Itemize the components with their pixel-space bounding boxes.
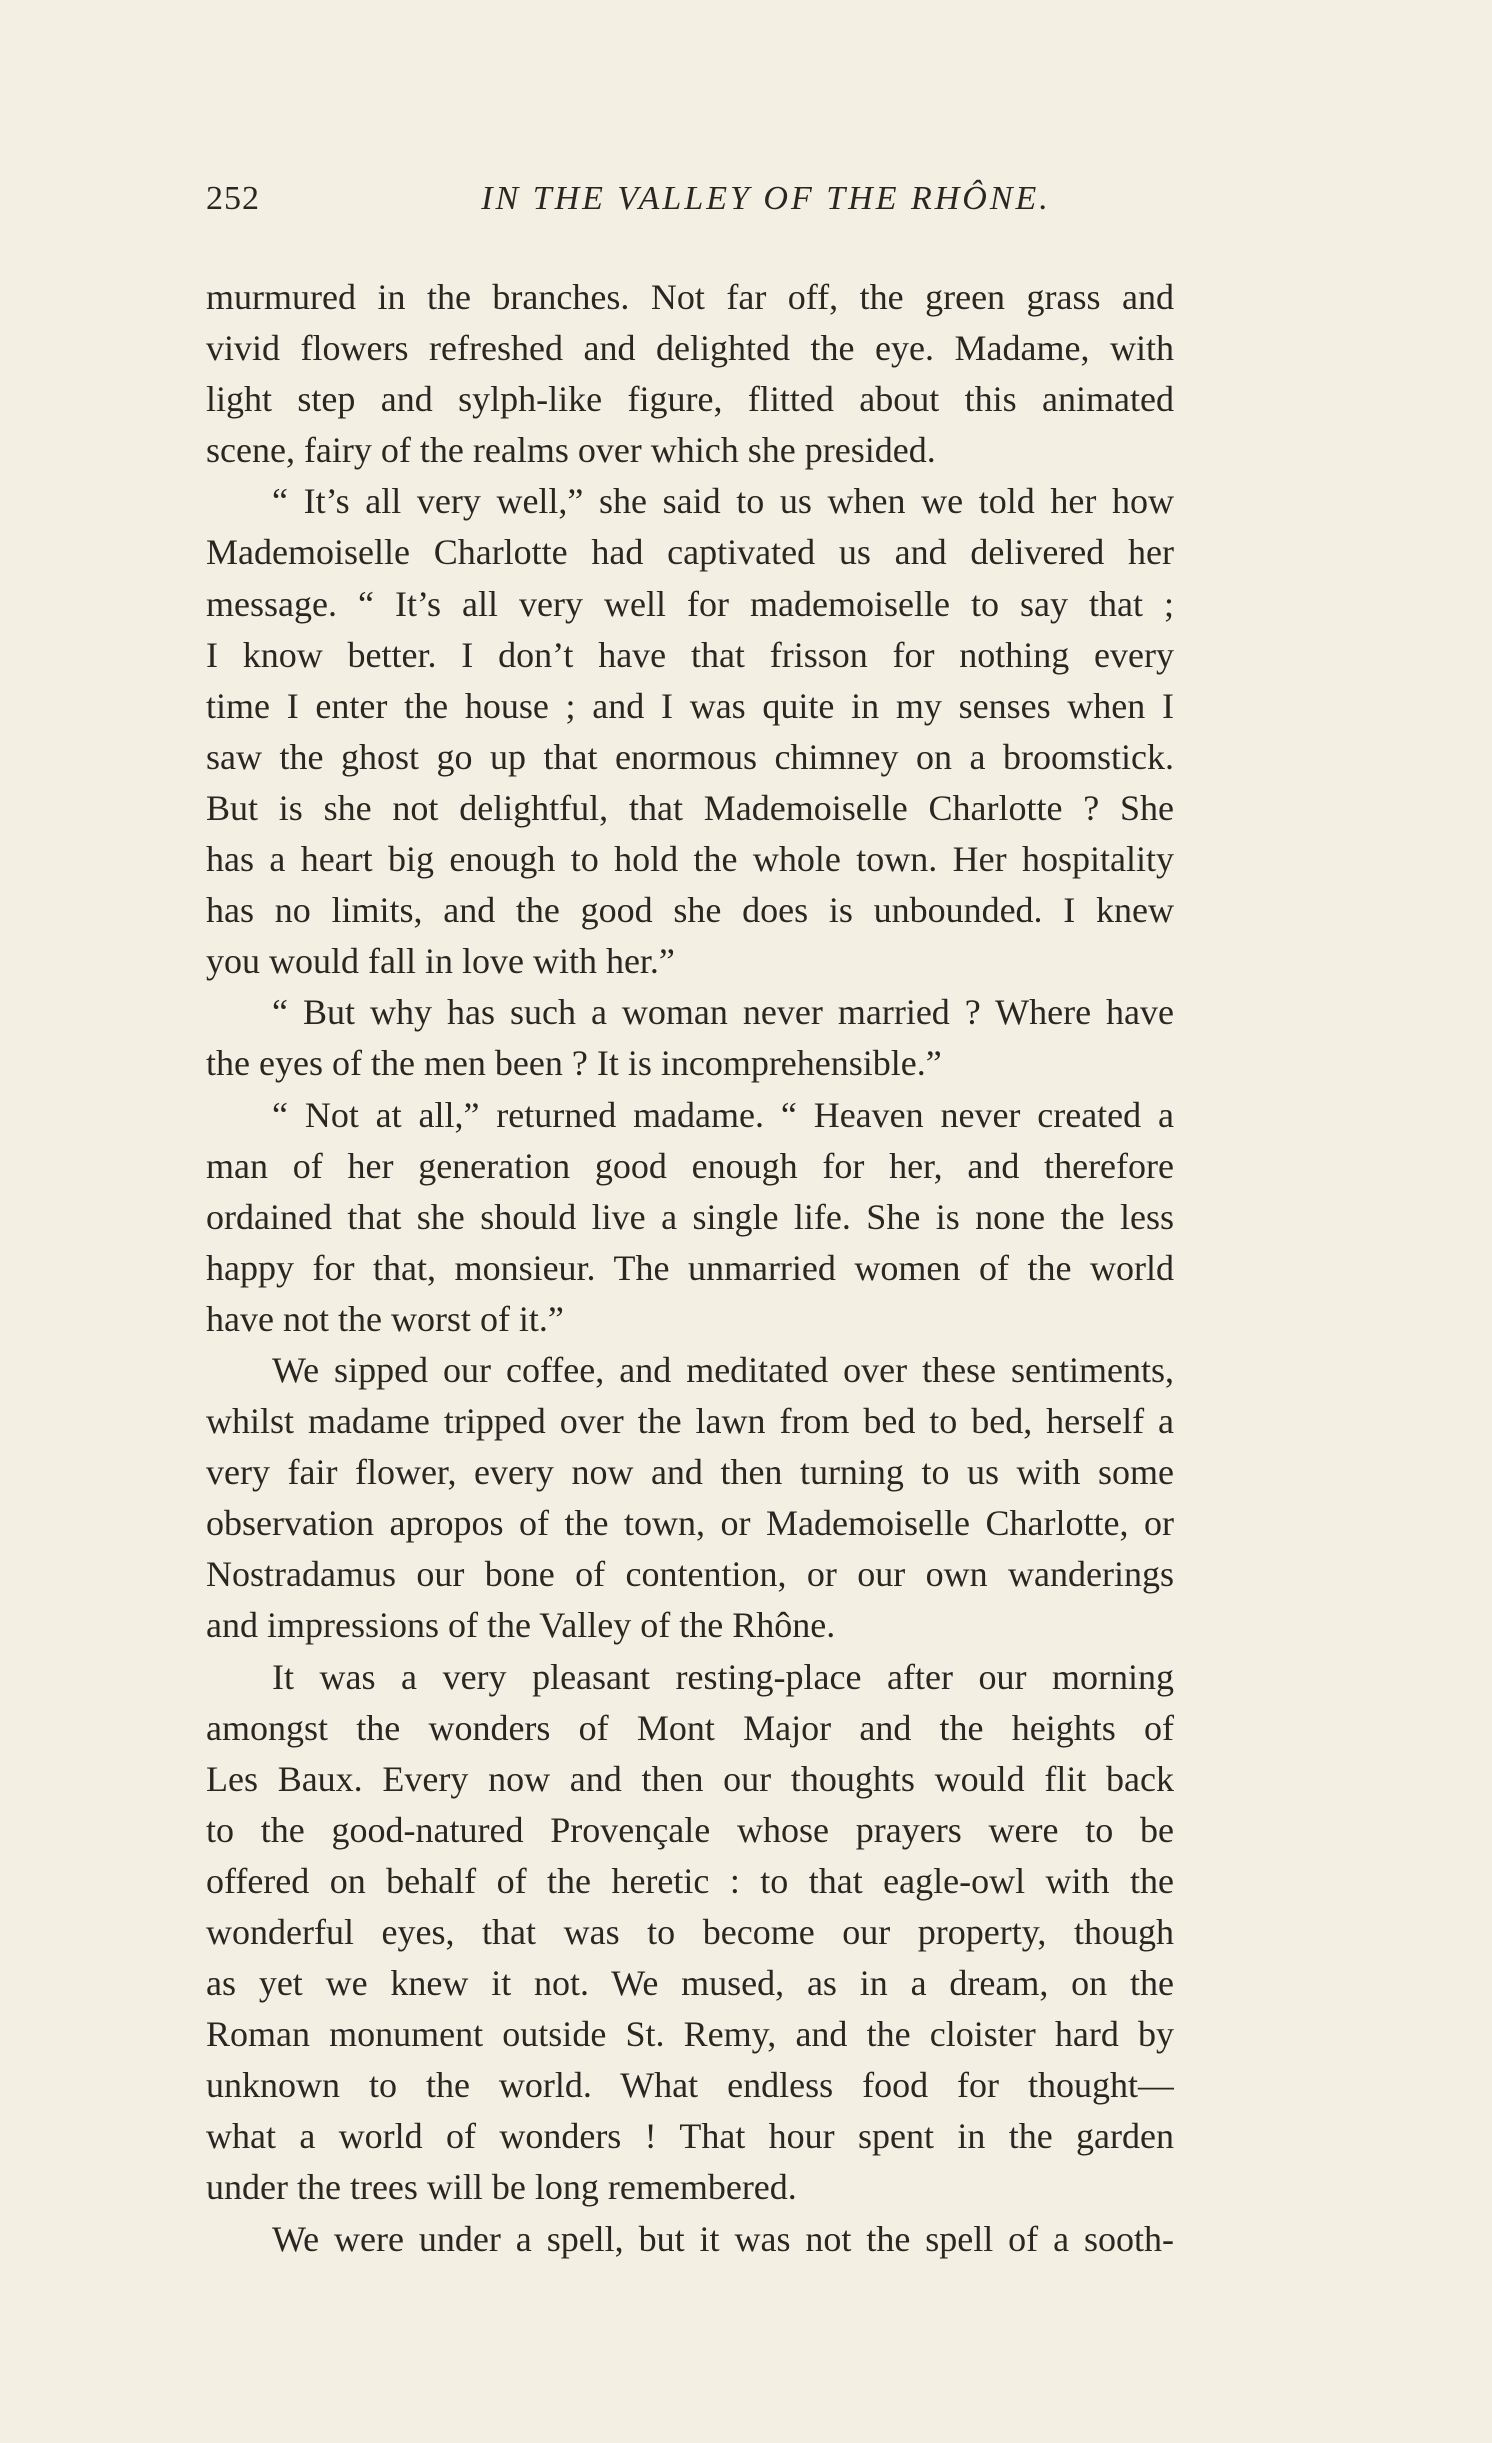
text-line: very fair flower, every now and then turning to us with some <box>206 1452 1174 1493</box>
text-line: light step and sylph-like figure, flitted about this animated <box>206 379 1174 420</box>
text-line: offered on behalf of the heretic : to that eagle-owl with the <box>206 1860 1174 1901</box>
page-number: 252 <box>206 180 260 217</box>
text-line: vivid flowers refreshed and delighted the eye. Madame, with <box>206 328 1174 369</box>
text-line: what a world of wonders ! That hour spent in the garden <box>206 2116 1174 2157</box>
text-line: It was a very pleasant resting-place after our morning <box>272 1656 1174 1697</box>
text-line: ordained that she should live a single life. She is none the less <box>206 1196 1174 1237</box>
text-line: has a heart big enough to hold the whole town. Her hospitality <box>206 839 1174 880</box>
body-text <box>206 272 1174 2265</box>
text-line: Nostradamus our bone of contention, or our own wanderings <box>206 1554 1174 1595</box>
text-line: you would fall in love with her.” <box>206 941 675 982</box>
text-line: happy for that, monsieur. The unmarried women of the world <box>206 1247 1174 1288</box>
text-line: time I enter the house ; and I was quite in my senses when I <box>206 685 1174 726</box>
text-line: as yet we knew it not. We mused, as in a dream, on the <box>206 1963 1174 2004</box>
text-line: and impressions of the Valley of the Rhône. <box>206 1605 836 1646</box>
text-line: unknown to the world. What endless food for thought— <box>206 2065 1174 2106</box>
text-line: has no limits, and the good she does is unbounded. I knew <box>206 890 1174 931</box>
text-line: Roman monument outside St. Remy, and the cloister hard by <box>206 2014 1174 2055</box>
text-line: We sipped our coffee, and meditated over these sentiments, <box>272 1349 1174 1390</box>
text-line: whilst madame tripped over the lawn from bed to bed, herself a <box>206 1401 1174 1442</box>
text-line: murmured in the branches. Not far off, the green grass and <box>206 277 1174 317</box>
text-line: scene, fairy of the realms over which she presided. <box>206 430 936 471</box>
text-line: Mademoiselle Charlotte had captivated us and delivered her <box>206 532 1174 573</box>
text-line: to the good-natured Provençale whose prayers were to be <box>206 1809 1174 1850</box>
text-line: But is she not delightful, that Mademoiselle Charlotte ? She <box>206 787 1174 828</box>
text-line: wonderful eyes, that was to become our property, though <box>206 1912 1174 1952</box>
text-line: saw the ghost go up that enormous chimney on a broomstick. <box>206 736 1174 777</box>
text-line: man of her generation good enough for her, and therefore <box>206 1145 1174 1186</box>
text-line: “ It’s all very well,” she said to us when we told her how <box>272 481 1174 522</box>
text-line: amongst the wonders of Mont Major and the heights of <box>206 1707 1174 1748</box>
text-line: Les Baux. Every now and then our thoughts would flit back <box>206 1758 1174 1799</box>
running-title: IN THE VALLEY OF THE RHÔNE. <box>481 180 1051 217</box>
text-line: under the trees will be long remembered. <box>206 2167 797 2208</box>
text-line: the eyes of the men been ? It is incomprehensible.” <box>206 1043 942 1084</box>
running-head <box>206 180 1174 230</box>
text-line: I know better. I don’t have that frisson for nothing every <box>206 634 1174 675</box>
text-line: “ But why has such a woman never married ? Where have <box>272 992 1174 1033</box>
text-line: have not the worst of it.” <box>206 1298 564 1339</box>
text-line: message. “ It’s all very well for mademoiselle to say that ; <box>206 583 1174 624</box>
text-line: “ Not at all,” returned madame. “ Heaven never created a <box>272 1094 1174 1135</box>
text-line: We were under a spell, but it was not the spell of a sooth- <box>272 2218 1174 2259</box>
text-line: observation apropos of the town, or Mademoiselle Charlotte, or <box>206 1503 1174 1544</box>
